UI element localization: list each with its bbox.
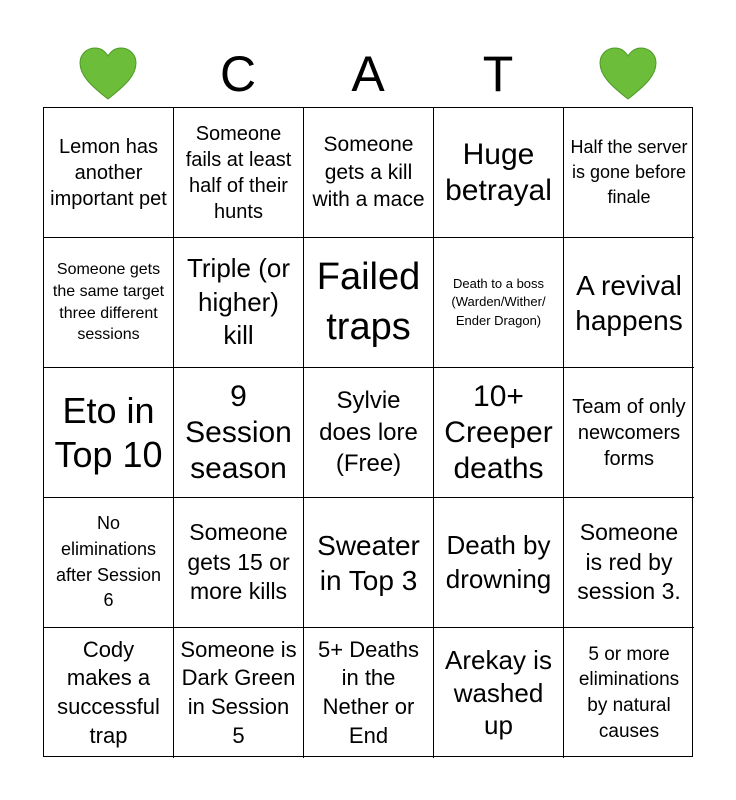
bingo-cell[interactable]	[44, 368, 174, 498]
green-heart-icon	[598, 47, 658, 101]
bingo-cell[interactable]	[44, 498, 174, 628]
bingo-cell[interactable]	[304, 108, 434, 238]
bingo-cell[interactable]	[564, 238, 694, 368]
bingo-cell-text: 10+ Creeper deaths	[444, 379, 553, 485]
header-right-heart	[563, 40, 693, 108]
bingo-header	[43, 40, 693, 108]
bingo-cell[interactable]	[434, 498, 564, 628]
bingo-cell[interactable]	[44, 628, 174, 758]
bingo-cell-text: Someone is Dark Green in Session 5	[180, 636, 297, 748]
header-letter-c	[173, 40, 303, 108]
bingo-cell-text: Team of only newcomers forms	[572, 395, 686, 470]
bingo-cell[interactable]	[564, 108, 694, 238]
bingo-cell-text: No eliminations after Session 6	[55, 513, 162, 611]
header-left-heart	[43, 40, 173, 108]
green-heart-icon	[78, 47, 138, 101]
bingo-cell-text: Someone gets the same target three different sessions	[52, 261, 165, 344]
bingo-cell-text: 9 Session season	[185, 379, 292, 485]
bingo-cell[interactable]	[564, 628, 694, 758]
bingo-cell-text: Death to a boss (Warden/Wither/ Ender Dragon)	[451, 276, 546, 328]
bingo-cell-text: Huge betrayal	[445, 137, 552, 207]
bingo-cell-text: Someone gets a kill with a mace	[312, 132, 425, 212]
bingo-board	[43, 107, 693, 757]
header-letter: A	[351, 46, 385, 102]
bingo-cell-text: Eto in Top 10	[54, 389, 163, 475]
bingo-cell-text: Half the server is gone before finale	[570, 136, 688, 208]
bingo-cell[interactable]	[174, 628, 304, 758]
bingo-cell[interactable]	[174, 238, 304, 368]
bingo-cell[interactable]	[304, 498, 434, 628]
bingo-cell[interactable]	[174, 368, 304, 498]
bingo-cell-text: Sylvie does lore (Free)	[319, 386, 418, 478]
bingo-cell-text: Someone is red by session 3.	[577, 518, 681, 605]
header-letter: C	[219, 46, 257, 102]
bingo-cell-text: Cody makes a successful trap	[57, 636, 160, 748]
bingo-cell[interactable]	[44, 238, 174, 368]
bingo-cell-text: 5+ Deaths in the Nether or End	[318, 636, 419, 748]
bingo-cell-text: Death by drowning	[445, 529, 552, 594]
bingo-cell-text: Triple (or higher) kill	[186, 252, 291, 351]
header-letter-t	[433, 40, 563, 108]
bingo-cell[interactable]	[434, 238, 564, 368]
bingo-cell-text: Arekay is washed up	[445, 645, 552, 741]
header-letter: T	[482, 46, 514, 102]
bingo-cell-text: Lemon has another important pet	[50, 135, 167, 210]
bingo-cell[interactable]	[304, 368, 434, 498]
bingo-cell[interactable]	[434, 108, 564, 238]
bingo-cell-text: 5 or more eliminations by natural causes	[578, 643, 680, 742]
bingo-cell[interactable]	[44, 108, 174, 238]
bingo-cell-text: Failed traps	[316, 256, 421, 348]
header-letter-a	[303, 40, 433, 108]
bingo-cell-text: A revival happens	[575, 269, 683, 336]
bingo-cell[interactable]	[564, 368, 694, 498]
bingo-cell-text: Someone fails at least half of their hunts	[185, 122, 292, 223]
bingo-cell[interactable]	[304, 628, 434, 758]
bingo-cell[interactable]	[174, 498, 304, 628]
bingo-cell[interactable]	[304, 238, 434, 368]
bingo-cell-text: Someone gets 15 or more kills	[187, 518, 290, 605]
bingo-cell[interactable]	[434, 368, 564, 498]
bingo-cell-text: Sweater in Top 3	[317, 529, 420, 596]
bingo-cell[interactable]	[564, 498, 694, 628]
bingo-cell[interactable]	[434, 628, 564, 758]
bingo-cell[interactable]	[174, 108, 304, 238]
